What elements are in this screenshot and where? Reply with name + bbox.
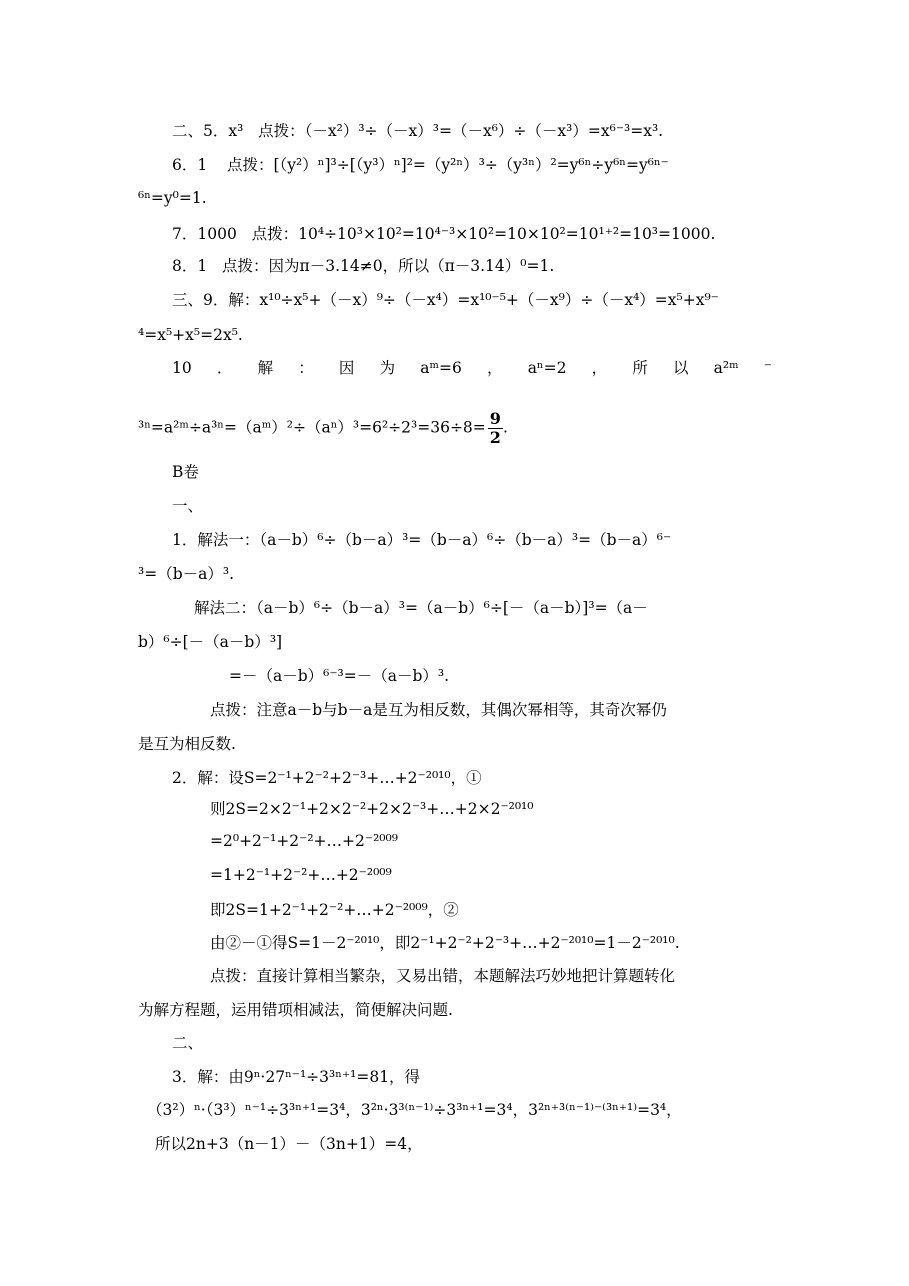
fraction [488,410,503,447]
answer-label: 6．1 [172,156,208,174]
hint-label: 点拨： [258,122,305,140]
question-1-line-2: ³=（b－a）³. [138,565,235,583]
section-1-heading: 一、 [172,497,204,515]
section-2-heading: 二、 [172,1034,204,1052]
question-1-line-4: b）⁶÷[－（a－b）³] [138,633,283,651]
answer-label: 7．1000 [172,225,237,243]
answer-label: 8．1 [172,257,208,275]
question-2-line-5: 即2S=1+2⁻¹+2⁻²+…+2⁻²⁰⁰⁹，② [210,901,459,919]
section-b-title: B卷 [172,463,199,481]
answer-6 [172,155,669,175]
answer-body: 因为π－3.14≠0，所以（π－3.14）⁰=1. [268,257,555,275]
answer-8 [172,256,554,276]
question-2-line-6: 由②－①得S=1－2⁻²⁰¹⁰，即2⁻¹+2⁻²+2⁻³+…+2⁻²⁰¹⁰=1－2⁻²⁰¹⁰. [210,934,680,952]
answer-5 [172,121,663,141]
word: 为 [379,359,396,377]
question-2-line-4: =1+2⁻¹+2⁻²+…+2⁻²⁰⁰⁹ [210,866,392,884]
answer-10 [172,358,772,378]
answer-6-cont: ⁶ⁿ=y⁰=1. [138,189,207,207]
question-3-line-1: 3．解：由9ⁿ·27ⁿ⁻¹÷3³ⁿ⁺¹=81，得 [172,1068,421,1086]
fraction-denominator: 2 [489,428,501,447]
word: aⁿ=2 [527,359,567,377]
question-3-line-3: 所以2n+3（n－1）－（3n+1）=4， [155,1135,423,1153]
question-1-line-1: 1．解法一：（a－b）⁶÷（b－a）³=（b－a）⁶÷（b－a）³=（b－a）⁶⁻ [172,531,672,549]
word: ， [487,359,503,377]
answer-body: 10⁴÷10³×10²=10⁴⁻³×10²=10×10²=10¹⁺²=10³=1000. [298,225,716,243]
question-2-line-1: 2．解：设S=2⁻¹+2⁻²+2⁻³+…+2⁻²⁰¹⁰，① [172,769,482,787]
answer-body: ³ⁿ=a²ᵐ÷a³ⁿ=（aᵐ）²÷（aⁿ）³=6²÷2³=36÷8= [138,418,486,437]
word: ， [591,359,608,377]
word: 所 [632,359,648,377]
answer-label: 二、5．x³ [172,122,244,140]
word: ． [216,359,233,377]
question-2-line-3: =2⁰+2⁻¹+2⁻²+…+2⁻²⁰⁰⁹ [210,832,398,850]
fraction-numerator: 9 [489,409,501,428]
answer-10-cont [138,410,508,447]
word: 因 [338,359,355,377]
word: a²ᵐ [713,359,739,377]
word: aᵐ=6 [420,359,462,377]
word: 以 [672,359,689,377]
question-1-line-5: =－（a－b）⁶⁻³=－（a－b）³. [229,667,450,685]
answer-body: （－x²）³÷（－x）³=（－x⁶）÷（－x³）=x⁶⁻³=x³. [304,122,664,140]
question-1-hint-1: 点拨：注意a－b与b－a是互为相反数，其偶次幂相等，其奇次幂仍 [210,701,667,719]
answer-9: 三、9．解：x¹⁰÷x⁵+（－x）⁹÷（－x⁴）=x¹⁰⁻⁵+（－x⁹）÷（－x⁴）=x⁵+x⁹⁻ [172,291,719,309]
period: . [502,418,508,437]
hint-label: 点拨： [226,156,274,174]
question-1-hint-2: 是互为相反数. [138,735,236,753]
question-2-line-2: 则2S=2×2⁻¹+2×2⁻²+2×2⁻³+…+2×2⁻²⁰¹⁰ [210,800,534,818]
question-3-line-2: （3²）ⁿ·（3³）ⁿ⁻¹÷3³ⁿ⁺¹=3⁴，3²ⁿ·3³⁽ⁿ⁻¹⁾÷3³ⁿ⁺¹=3⁴，3²ⁿ⁺³⁽ⁿ⁻¹⁾⁻⁽³ⁿ⁺¹⁾=3⁴， [147,1101,682,1119]
question-2-hint-2: 为解方程题，运用错项相减法，简便解决问题. [138,1001,453,1019]
question-2-hint-1: 点拨：直接计算相当繁杂，又易出错，本题解法巧妙地把计算题转化 [210,967,676,985]
word: ⁻ [763,359,772,377]
answer-9-cont: ⁴=x⁵+x⁵=2x⁵. [138,326,243,344]
question-1-line-3: 解法二：（a－b）⁶÷（b－a）³=（a－b）⁶÷[－（a－b）]³=（a－ [194,599,648,617]
hint-label: 点拨： [222,257,269,275]
answer-7 [172,224,715,244]
answer-body: [（y²）ⁿ]³÷[（y³）ⁿ]²=（y²ⁿ）³÷（y³ⁿ）²=y⁶ⁿ÷y⁶ⁿ=y⁶ⁿ⁻ [273,156,669,174]
hint-label: 点拨： [251,225,299,243]
word: ： [298,359,314,377]
word: 10 [172,359,192,377]
word: 解 [257,359,274,377]
